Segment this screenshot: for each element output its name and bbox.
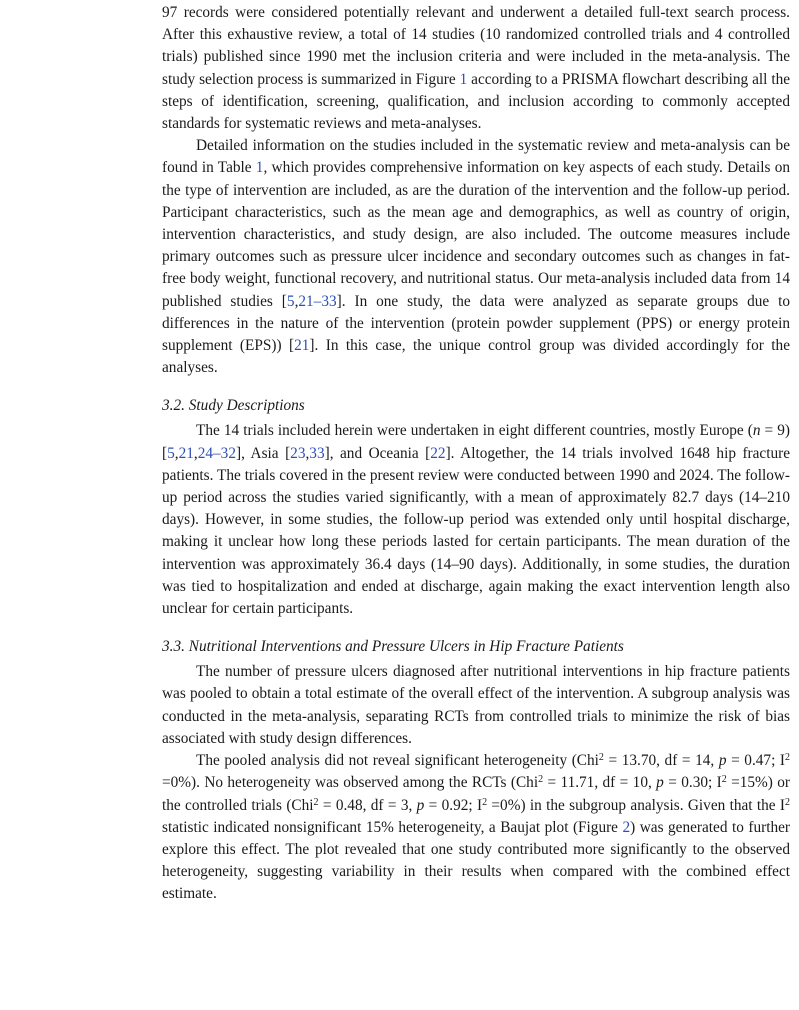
section-heading-study-descriptions: 3.2. Study Descriptions: [162, 397, 305, 415]
citation-link[interactable]: 21–33: [298, 292, 337, 310]
text: =0%). No heterogeneity was observed among the RCTs (Chi: [162, 774, 539, 792]
superscript: 2: [785, 752, 790, 764]
superscript: 2: [598, 752, 604, 764]
superscript: 2: [313, 796, 319, 808]
text: = 0.30; I: [663, 774, 722, 792]
citation-link[interactable]: 21: [178, 444, 194, 462]
superscript: 2: [538, 774, 544, 786]
text: ,: [305, 444, 310, 462]
citation-link[interactable]: 24–32: [197, 444, 236, 462]
text: ], Asia [: [235, 444, 291, 462]
text: The pooled analysis did not reveal significant heterogeneity (Chi: [196, 752, 599, 770]
superscript: 2: [721, 774, 727, 786]
text: according to a PRISMA flowchart describing all the steps of identification, screening, qualification, and inclusion according to commonly accepted standards for systematic reviews and meta-analyses.: [162, 70, 791, 133]
text: ]. In one study, the data were analyzed as separate groups due to differences in the nature of the intervention (protein powder supplement (PPS) or energy protein supplement (EPS)) [: [162, 292, 790, 355]
text: ,: [294, 292, 299, 310]
figure-link[interactable]: 2: [622, 818, 631, 836]
variable: p: [656, 774, 664, 792]
citation-link[interactable]: 33: [309, 444, 325, 462]
text: ]. Altogether, the 14 trials involved 1648 hip fracture patients. The trials covered in the present review were conducted between 1990 and 2024. The follow-up period across the studies varied significantly, with a mean of approximately 82.7 days (14–210 days). However, in some studies, the follow-up period was extended only until hospital discharge, making it unclear how long these periods lasted for certain participants. The mean duration of the intervention was approximately 36.4 days (14–90 days). Additionally, in some studies, the duration was tied to hospitalization and ended at discharge, again making the exact intervention length also unclear for certain participants.: [162, 444, 791, 618]
citation-link[interactable]: 5: [286, 292, 295, 310]
text: , which provides comprehensive information on key aspects of each study. Details on the type of intervention are included, as are the duration of the intervention and the follow-up period. Participant characteristics, such as the mean age and demographics, as well as country of origin, intervention characteristics, and study design, are also included. The outcome measures include primary outcomes such as pressure ulcer incidence and secondary outcomes such as changes in fat-free body weight, functional recovery, and nutritional status. Our meta-analysis included data from 14 published studies [: [162, 159, 790, 310]
variable: p: [718, 752, 727, 770]
text: Detailed information on the studies included in the systematic review and meta-analysis can be found in Table: [162, 137, 790, 177]
text: = 0.48, df = 3,: [318, 796, 417, 814]
table-link[interactable]: 1: [255, 159, 264, 177]
superscript: 2: [785, 796, 791, 808]
paper-page: [162, 0, 790, 906]
superscript: 2: [482, 796, 488, 808]
paragraph-study-descriptions: [162, 420, 790, 620]
paragraph-heterogeneity: [162, 750, 790, 905]
text: 97 records were considered potentially relevant and underwent a detailed full-text search process. After this exhaustive review, a total of 14 studies (10 randomized controlled trials and 4 controlled trials) published since 1990 met the inclusion criteria and were included in the meta-analysis. The study selection process is summarized in Figure: [162, 4, 790, 88]
paragraph-selection-process: [162, 2, 790, 135]
text: =15%) or the controlled trials (Chi: [162, 774, 790, 814]
text: ,: [174, 444, 179, 462]
citation-link[interactable]: 5: [167, 444, 175, 462]
text: = 11.71, df = 10,: [543, 774, 657, 792]
text: ,: [193, 444, 198, 462]
text: ) was generated to further explore this effect. The plot revealed that one study contributed more significantly to the observed heterogeneity, suggesting variability in their results when compared with the combined effect estimate.: [162, 818, 790, 903]
text: = 9) [: [162, 422, 790, 462]
text: = 0.92; I: [424, 796, 483, 814]
section-heading-nutritional-interventions: 3.3. Nutritional Interventions and Pressure Ulcers in Hip Fracture Patients: [162, 638, 624, 656]
citation-link[interactable]: 22: [430, 444, 446, 462]
variable: p: [416, 796, 425, 814]
paragraph-study-details: [162, 135, 790, 379]
text: statistic indicated nonsignificant 15% heterogeneity, a Baujat plot (Figure: [162, 818, 623, 836]
text: = 13.70, df = 14,: [603, 752, 719, 770]
paragraph-pooled-estimate: The number of pressure ulcers diagnosed after nutritional interventions in hip fracture patients was pooled to obtain a total estimate of the overall effect of the intervention. A subgroup analysis was conducted in the meta-analysis, separating RCTs from controlled trials to minimize the risk of bias associated with study design differences.: [162, 663, 790, 747]
text: The 14 trials included herein were undertaken in eight different countries, mostly Europe (: [196, 422, 753, 440]
text: =0%) in the subgroup analysis. Given that the I: [487, 796, 786, 814]
figure-link[interactable]: 1: [459, 70, 468, 88]
text: ], and Oceania [: [324, 444, 431, 462]
citation-link[interactable]: 23: [290, 444, 306, 462]
text: ]. In this case, the unique control group was divided accordingly for the analyses.: [162, 337, 790, 377]
citation-link[interactable]: 21: [294, 337, 310, 355]
variable: n: [752, 422, 761, 440]
text: = 0.47; I: [726, 752, 785, 770]
